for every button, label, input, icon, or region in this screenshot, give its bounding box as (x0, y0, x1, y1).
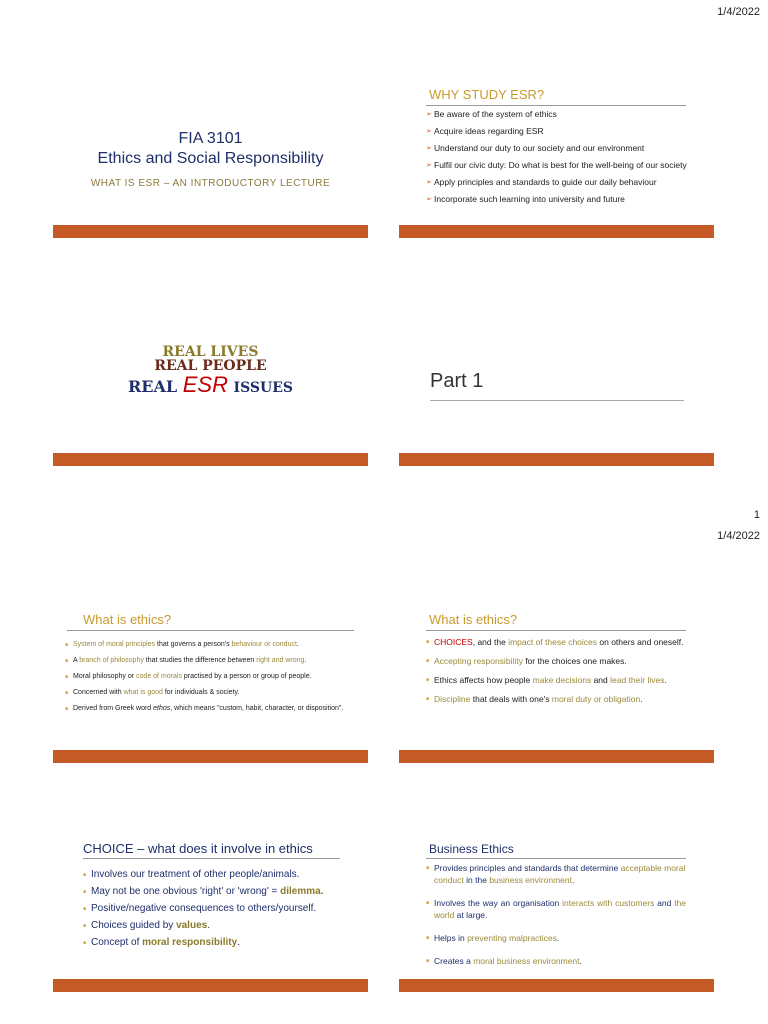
slide-accent-bar (399, 453, 714, 466)
list-item: ➢ Incorporate such learning into university and future (426, 194, 694, 205)
list-item: ➢ Acquire ideas regarding ESR (426, 126, 694, 137)
heading-rule (83, 858, 340, 859)
part-title: Part 1 (430, 370, 484, 392)
slide-part-1 (399, 288, 714, 466)
slide-what-is-ethics-1 (53, 585, 368, 763)
definition-list (426, 636, 686, 706)
part-rule (430, 400, 684, 401)
list-item: ■ Moral philosophy or code of morals practised by a person or group of people. (65, 671, 358, 682)
list-item: ➢ Apply principles and standards to guide our daily behaviour (426, 177, 694, 188)
slide-heading: What is ethics? (83, 612, 172, 627)
list-item: ■ Derived from Greek word ethos, which means "custom, habit, character, or disposition". (65, 703, 358, 714)
list-item: ■ Concept of moral responsibility. (83, 937, 340, 949)
list-item: ■ Ethics affects how people make decisions and lead their lives. (426, 674, 686, 687)
course-subtitle: WHAT IS ESR – AN INTRODUCTORY LECTURE (90, 178, 331, 189)
list-item: ➢ Fulfil our civic duty: Do what is best for the well-being of our society (426, 160, 694, 171)
slide-accent-bar (53, 979, 368, 992)
slide-heading: Business Ethics (429, 842, 514, 856)
reasons-list (426, 109, 694, 211)
list-item: ➢ Be aware of the system of ethics (426, 109, 694, 120)
real-esr-issues-text (53, 374, 368, 399)
slide-heading: WHY STUDY ESR? (429, 87, 545, 102)
heading-rule (426, 105, 686, 106)
slide-heading: What is ethics? (429, 612, 518, 627)
list-item: ■ Choices guided by values. (83, 920, 340, 932)
slide-accent-bar (53, 453, 368, 466)
date-top: 1/4/2022 (717, 6, 760, 18)
slide-heading: CHOICE – what does it involve in ethics (83, 841, 313, 856)
slide-title (53, 60, 368, 238)
heading-rule (426, 858, 686, 859)
list-item: ■ System of moral principles that governs a person's behaviour or conduct. (65, 639, 358, 650)
list-item: ■ Involves the way an organisation interacts with customers and the world at large. (426, 897, 686, 921)
business-ethics-list (426, 862, 686, 967)
real-people-text: REAL PEOPLE (154, 358, 267, 374)
course-code: FIA 3101 (178, 130, 243, 147)
heading-rule (67, 630, 354, 631)
slide-what-is-ethics-2 (399, 585, 714, 763)
course-title: Ethics and Social Responsibility (97, 150, 324, 167)
slide-accent-bar (399, 750, 714, 763)
heading-rule (426, 630, 686, 631)
date-mid: 1/4/2022 (717, 530, 760, 542)
list-item: ➢ Understand our duty to our society and our environment (426, 143, 694, 154)
list-item: ■ Provides principles and standards that determine acceptable moral conduct in the business environment. (426, 862, 686, 886)
slide-real-issues (53, 288, 368, 466)
list-item: ■ Creates a moral business environment. (426, 955, 686, 967)
list-item: ■ Involves our treatment of other people/animals. (83, 869, 340, 881)
issues-word: ISSUES (233, 380, 293, 396)
slide-accent-bar (53, 750, 368, 763)
slide-accent-bar (399, 225, 714, 238)
list-item: ■ A branch of philosophy that studies the difference between right and wrong. (65, 655, 358, 666)
list-item: ■ Helps in preventing malpractices. (426, 932, 686, 944)
slide-accent-bar (399, 979, 714, 992)
list-item: ■ Discipline that deals with one's moral duty or obligation. (426, 693, 686, 706)
esr-word: ESR (182, 372, 228, 397)
definition-list (65, 639, 358, 714)
real-lives-text: REAL LIVES (162, 344, 259, 360)
choice-list (83, 869, 340, 949)
slide-accent-bar (53, 225, 368, 238)
slide-why-study (399, 60, 714, 238)
list-item: ■ Positive/negative consequences to others/yourself. (83, 903, 340, 915)
slide-choice (53, 814, 368, 992)
list-item: ■ CHOICES, and the impact of these choices on others and oneself. (426, 636, 686, 649)
real-word: REAL (127, 377, 178, 396)
list-item: ■ May not be one obvious 'right' or 'wrong' = dilemma. (83, 886, 340, 898)
page-number: 1 (753, 509, 760, 521)
list-item: ■ Concerned with what is good for individuals & society. (65, 687, 358, 698)
slide-business-ethics (399, 814, 714, 992)
list-item: ■ Accepting responsibility for the choices one makes. (426, 655, 686, 668)
